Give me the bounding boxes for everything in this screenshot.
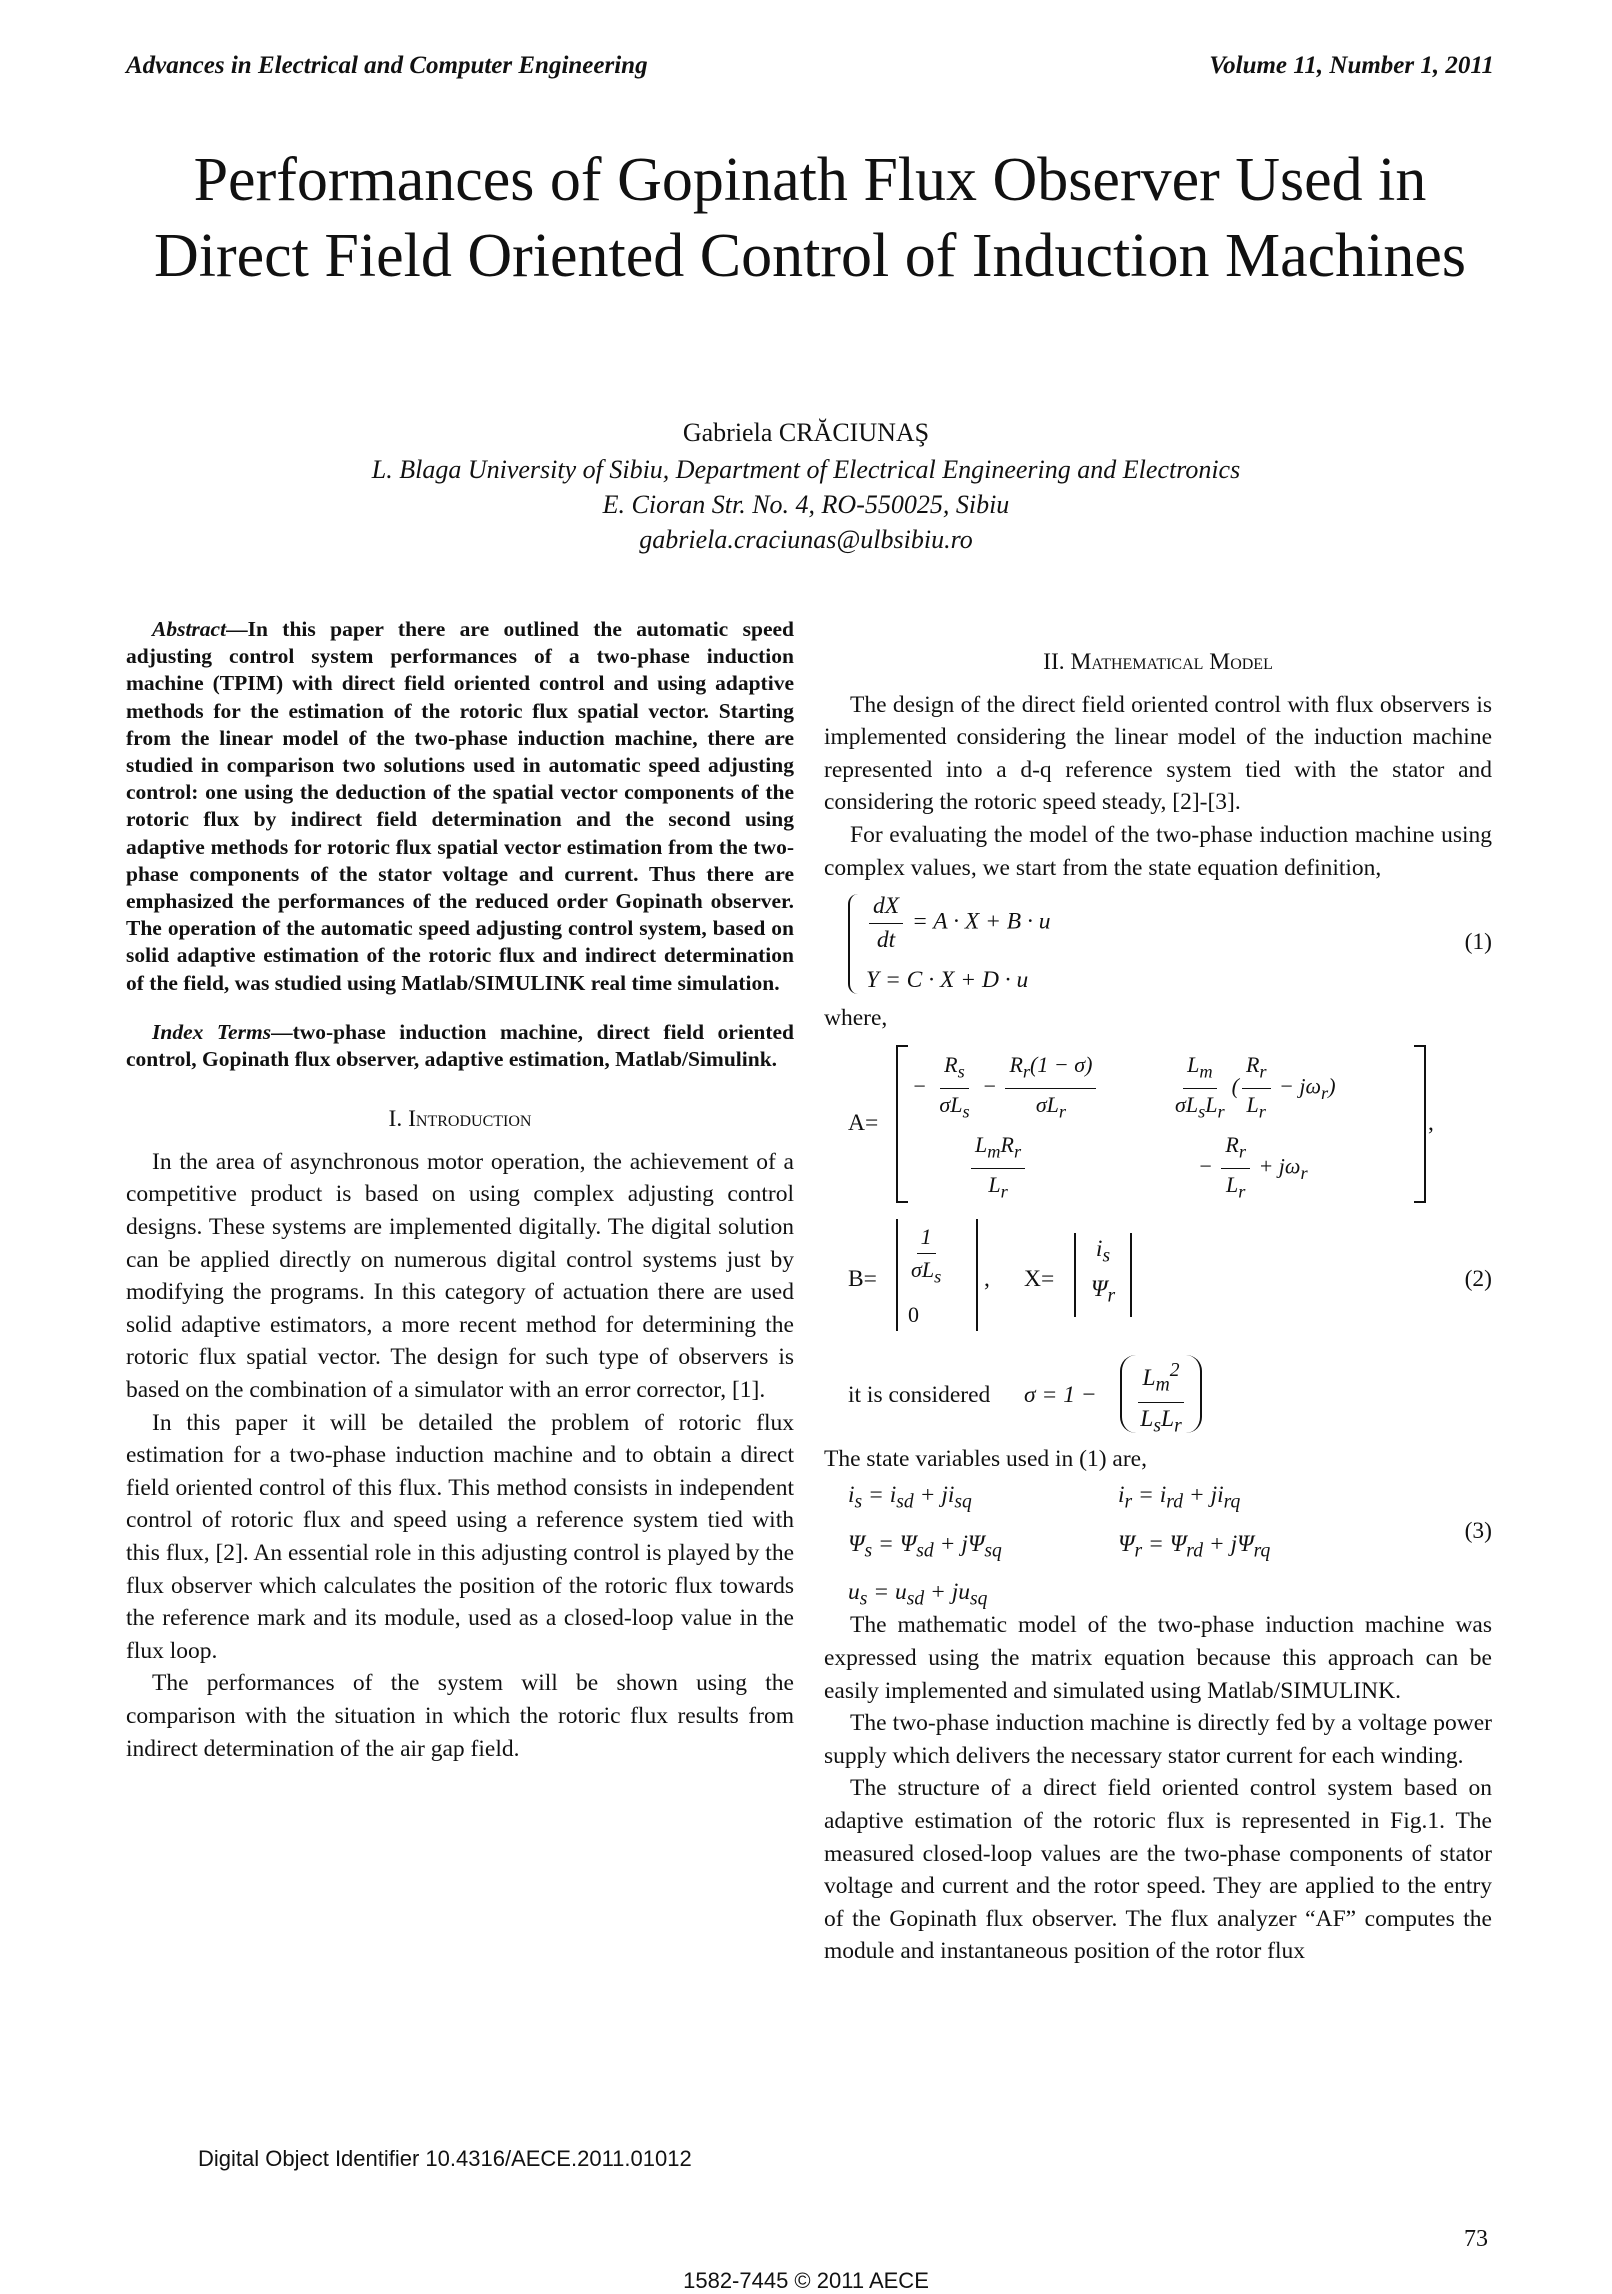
paper-title: Performances of Gopinath Flux Observer Used in Direct Field Oriented Control of Induction Machines bbox=[153, 146, 1467, 290]
intro-paragraph-3: The performances of the system will be shown using the comparison with the situation in which the rotoric flux results from indirect determination of the air gap field. bbox=[126, 1670, 794, 1762]
where-label: where, bbox=[824, 1005, 888, 1032]
section-heading-introduction bbox=[126, 1103, 794, 1136]
author-email[interactable]: gabriela.craciunas@ulbsibiu.ro bbox=[639, 525, 973, 554]
math-paragraph-4: The two-phase induction machine is directly fed by a voltage power supply which delivers the necessary stator current for each winding. bbox=[824, 1710, 1492, 1769]
right-column bbox=[824, 616, 1492, 1968]
volume-info: Volume 11, Number 1, 2011 bbox=[1209, 52, 1494, 79]
state-variables-text: The state variables used in (1) are, bbox=[824, 1445, 1147, 1472]
left-column bbox=[126, 616, 794, 1765]
abstract bbox=[126, 616, 794, 997]
index-terms bbox=[126, 1019, 794, 1073]
matrix-b-label: B= bbox=[848, 1265, 877, 1292]
matrix-b-bracket: $\frac{1}{\sigma L_s}$ 0 bbox=[896, 1219, 978, 1331]
matrix-a-equation: A= − $\frac{R_s}{\sigma L_s}$ − $\frac{R_r(1 - \sigma)}{\sigma L_r}$ $\frac{L_m}{\sigma L_sL_r}$ ( $\frac{R_r}{L_r}$ − $j\omega_r$) $\frac{L_mR_r}{L_r}$ − $\frac{R_r}{L_r}$ + $j\omega_r$ , bbox=[824, 1041, 1492, 1211]
matrix-a-cell-22: − $\frac{R_r}{L_r}$ + $j\omega_r$ bbox=[1198, 1129, 1308, 1208]
index-terms-text: —two-phase induction machine, direct field oriented control, Gopinath flux observer, adaptive estimation, Matlab/Simulink. bbox=[126, 1019, 794, 1072]
intro-paragraph-2: In this paper it will be detailed the problem of rotoric flux estimation for a two-phase induction machine and to obtain a direct field oriented control of this flux. This method consists in independent control of rotoric flux and speed using a reference system tied with this flux, [2]. An essential role in this adjusting control is played by the flux observer which calculates the position of the rotoric flux towards the reference mark and its module, used as a closed-loop value in the flux loop. bbox=[126, 1409, 794, 1664]
equation-number: (2) bbox=[1464, 1265, 1492, 1292]
equation-1 bbox=[824, 890, 1492, 1002]
math-paragraph-1: The design of the direct field oriented control with flux observers is implemented considering the linear model of the induction machine represented into a d-q reference system tied with the stator and considering the rotoric speed steady, [2]-[3]. bbox=[824, 691, 1492, 816]
matrix-a-cell-21: $\frac{L_mR_r}{L_r}$ bbox=[968, 1129, 1028, 1208]
matrix-a-label: A= bbox=[848, 1109, 879, 1136]
section-heading-mathematical-model bbox=[824, 646, 1492, 679]
matrix-a-cell-11: − $\frac{R_s}{\sigma L_s}$ − $\frac{R_r(1 - \sigma)}{\sigma L_r}$ bbox=[912, 1049, 1099, 1128]
journal-name: Advances in Electrical and Computer Engineering bbox=[126, 52, 648, 79]
author-name: Gabriela CRĂCIUNAŞ bbox=[682, 418, 930, 447]
equation-brace bbox=[848, 894, 860, 994]
matrix-a-cell-12: $\frac{L_m}{\sigma L_sL_r}$ ( $\frac{R_r}{L_r}$ − $j\omega_r$) bbox=[1168, 1049, 1336, 1128]
doi-footer: Digital Object Identifier 10.4316/AECE.2011.01012 bbox=[198, 2146, 692, 2171]
affiliation-address: E. Cioran Str. No. 4, RO-550025, Sibiu bbox=[602, 490, 1010, 519]
intro-paragraph-1: In the area of asynchronous motor operation, the achievement of a competitive product is based on using complex adjusting control designs. These systems are implemented digitally. The digital solution can be applied directly on numerous digital control systems just by modifying the programs. In this category of actuation there are used solid adaptive estimators, a more recent method for determining the rotoric flux spatial vector. The design for such type of observers is based on the combination of a simulator with an error corrector, [1]. bbox=[126, 1148, 794, 1403]
matrix-a-bracket bbox=[896, 1045, 1426, 1203]
math-paragraph-5: The structure of a direct field oriented control system based on adaptive estimation of the rotoric flux is represented in Fig.1. The measured closed-loop values are the two-phase components of stator voltage and current and the rotor speed. They are applied to the entry of the Gopinath flux observer. The flux analyzer “AF” computes the module and instantaneous position of the rotor flux bbox=[824, 1775, 1492, 1965]
index-terms-label: Index Terms bbox=[152, 1019, 272, 1044]
matrix-b-x-equation: B= $\frac{1}{\sigma L_s}$ 0 , X= $i_s$ $\Psi_r$ (2) bbox=[824, 1219, 1492, 1339]
issn-copyright: 1582-7445 © 2011 AECE bbox=[683, 2268, 929, 2293]
math-paragraph-3: The mathematic model of the two-phase induction machine was expressed using the matrix equation because this approach can be easily implemented and simulated using Matlab/SIMULINK. bbox=[824, 1612, 1492, 1704]
state-equation: $\frac{dX}{dt}$ = A · X + B · u bbox=[866, 890, 1051, 956]
output-equation: Y = C · X + D · u bbox=[866, 967, 1029, 994]
matrix-x-label: X= bbox=[1024, 1265, 1055, 1292]
abstract-text: —In this paper there are outlined the automatic speed adjusting control system performances of a two-phase induction machine (TPIM) with direct field oriented control and using adaptive methods for the estimation of the rotoric flux spatial vector. Starting from the linear model of the two-phase induction machine, there are studied in comparison two solutions used in automatic speed adjusting control: one using the deduction of the spatial vector components of the rotoric flux by indirect field determination and the second using adaptive methods for rotoric flux spatial vector estimation from the two-phase components of the stator voltage and current. Thus there are emphasized the performances of the reduced order Gopinath observer. The operation of the automatic speed adjusting control system, based on solid adaptive estimation of the rotoric flux and indirect determination of the field, was studied using Matlab/SIMULINK real time simulation. bbox=[126, 617, 794, 995]
state-variables-grid: $i_s = i_{sd} + ji_{sq}$ $i_r = i_{rd} + ji_{rq}$ $\Psi_s = \Psi_{sd} + j\Psi_{sq}$ $\Psi_r = \Psi_{rd} + j\Psi_{rq}$ $u_s = u_{sd} + ju_{sq}$ bbox=[848, 1482, 1271, 1610]
abstract-label: Abstract bbox=[152, 617, 227, 641]
equation-number: (1) bbox=[1464, 929, 1492, 956]
math-paragraph-2: For evaluating the model of the two-phase induction machine using complex values, we start from the state equation definition, bbox=[824, 821, 1492, 881]
sigma-text: it is considered bbox=[848, 1381, 991, 1408]
section-title: Mathematical Model bbox=[1070, 649, 1273, 675]
equation-3 bbox=[824, 1479, 1492, 1609]
matrix-x-bracket: $i_s$ $\Psi_r$ bbox=[1074, 1233, 1132, 1317]
page-number: 73 bbox=[1464, 2226, 1488, 2252]
sigma-definition: it is considered σ = 1 − $\frac{L_m^2}{L_sL_r}$ bbox=[824, 1349, 1492, 1439]
equation-number: (3) bbox=[1464, 1518, 1492, 1545]
sigma-fraction: $\frac{L_m^2}{L_sL_r}$ bbox=[1120, 1355, 1202, 1433]
section-title: Introduction bbox=[408, 1106, 532, 1133]
affiliation-university: L. Blaga University of Sibiu, Department of Electrical Engineering and Electronics bbox=[371, 455, 1241, 484]
section-number: II. bbox=[1043, 649, 1065, 675]
section-number: I. bbox=[388, 1106, 403, 1133]
